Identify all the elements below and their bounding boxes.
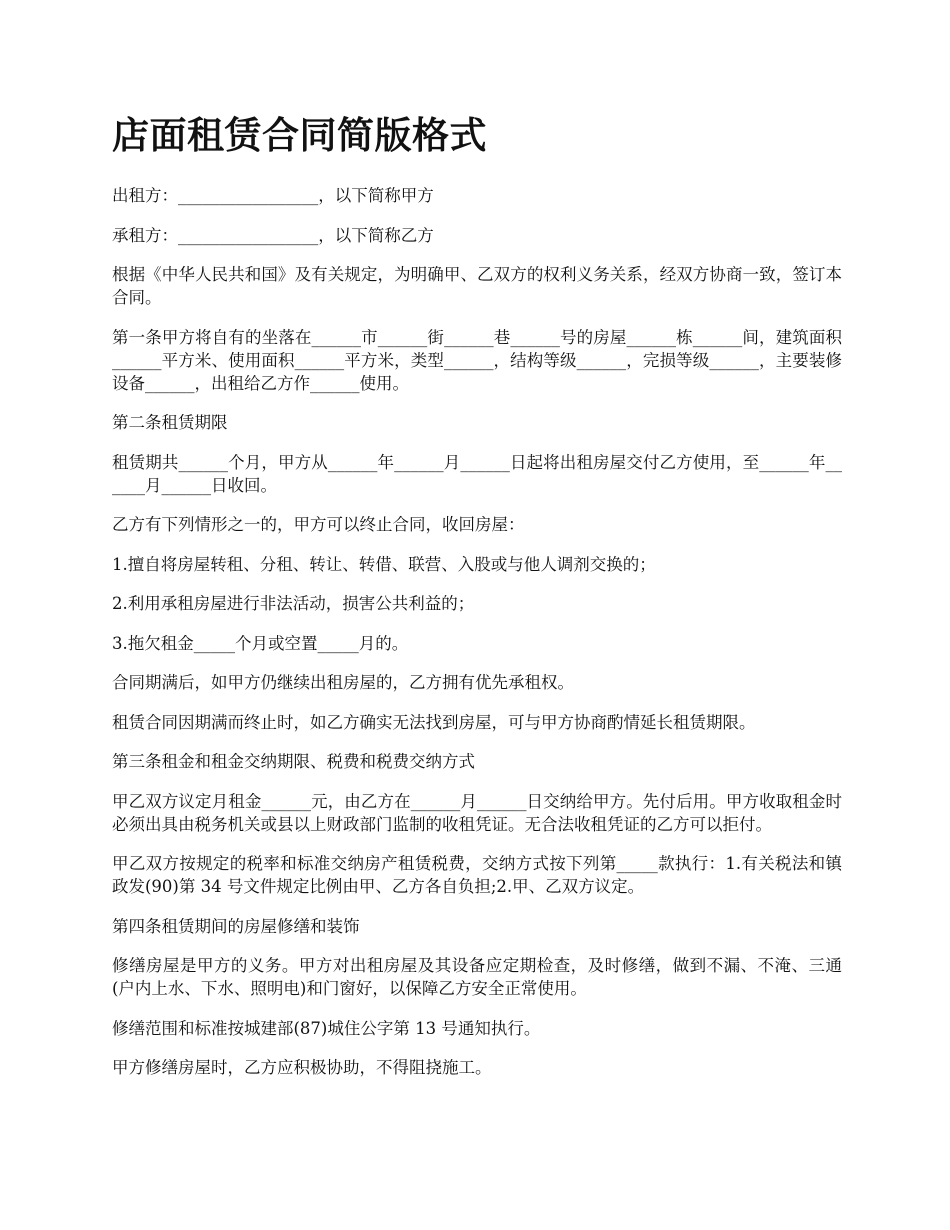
article-3-heading: 第三条租金和租金交纳期限、税费和税费交纳方式 [112, 752, 475, 771]
party-lessee-line: 承租方：_________________，以下简称乙方 [112, 225, 434, 245]
lease-term-paragraph: 租赁期共______个月，甲方从______年______月______日起将出租房屋交付乙方使用，至______年______月______日收回。 [112, 452, 842, 495]
repair-standard-paragraph: 修缮范围和标准按城建部(87)城住公字第 13 号通知执行。 [112, 1018, 541, 1038]
party-lessor-line: 出租方：_________________，以下简称甲方 [112, 186, 434, 205]
preamble-paragraph: 根据《中华人民共和国》及有关规定，为明确甲、乙双方的权利义务关系，经双方协商一致，签订本合同。 [112, 265, 842, 307]
document-page [112, 110, 842, 1096]
termination-intro-paragraph: 乙方有下列情形之一的，甲方可以终止合同，收回房屋： [112, 515, 525, 534]
priority-lease-paragraph: 合同期满后，如甲方仍继续出租房屋的，乙方拥有优先承租权。 [112, 673, 574, 692]
article-2-heading: 第二条租赁期限 [112, 413, 228, 432]
extension-paragraph: 租赁合同因期满而终止时，如乙方确实无法找到房屋，可与甲方协商酌情延长租赁期限。 [112, 712, 756, 732]
termination-item-1: 1.擅自将房屋转租、分租、转让、转借、联营、入股或与他人调剂交换的； [112, 554, 656, 574]
tax-paragraph: 甲乙双方按规定的税率和标准交纳房产租赁税费，交纳方式按下列第_____款执行：1.有关税法和镇政发(90)第 34 号文件规定比例由甲、乙方各自负担;2.甲、乙双方议定。 [112, 854, 842, 896]
rent-payment-paragraph: 甲乙双方议定月租金______元，由乙方在______月______日交纳给甲方。先付后用。甲方收取租金时必须出具由税务机关或县以上财政部门监制的收租凭证。无合法收租凭证的乙方可以拒付。 [112, 791, 842, 834]
termination-item-3: 3.拖欠租金_____个月或空置_____月的。 [112, 633, 409, 653]
article-1-paragraph: 第一条甲方将自有的坐落在______市______街______巷______号的房屋______栋______间，建筑面积______平方米、使用面积______平方米，类型______，结构等级______，完损等级______，主要装修设备______，出租给乙方作______使用。 [112, 327, 842, 393]
termination-item-2: 2.利用承租房屋进行非法活动，损害公共利益的； [112, 594, 475, 613]
document-title: 店面租赁合同简版格式 [112, 114, 487, 157]
repair-cooperation-paragraph: 甲方修缮房屋时，乙方应积极协助，不得阻挠施工。 [112, 1058, 492, 1077]
article-4-heading: 第四条租赁期间的房屋修缮和装饰 [112, 916, 360, 936]
repair-duty-paragraph: 修缮房屋是甲方的义务。甲方对出租房屋及其设备应定期检查，及时修缮，做到不漏、不淹、三通(户内上水、下水、照明电)和门窗好，以保障乙方安全正常使用。 [112, 956, 842, 998]
